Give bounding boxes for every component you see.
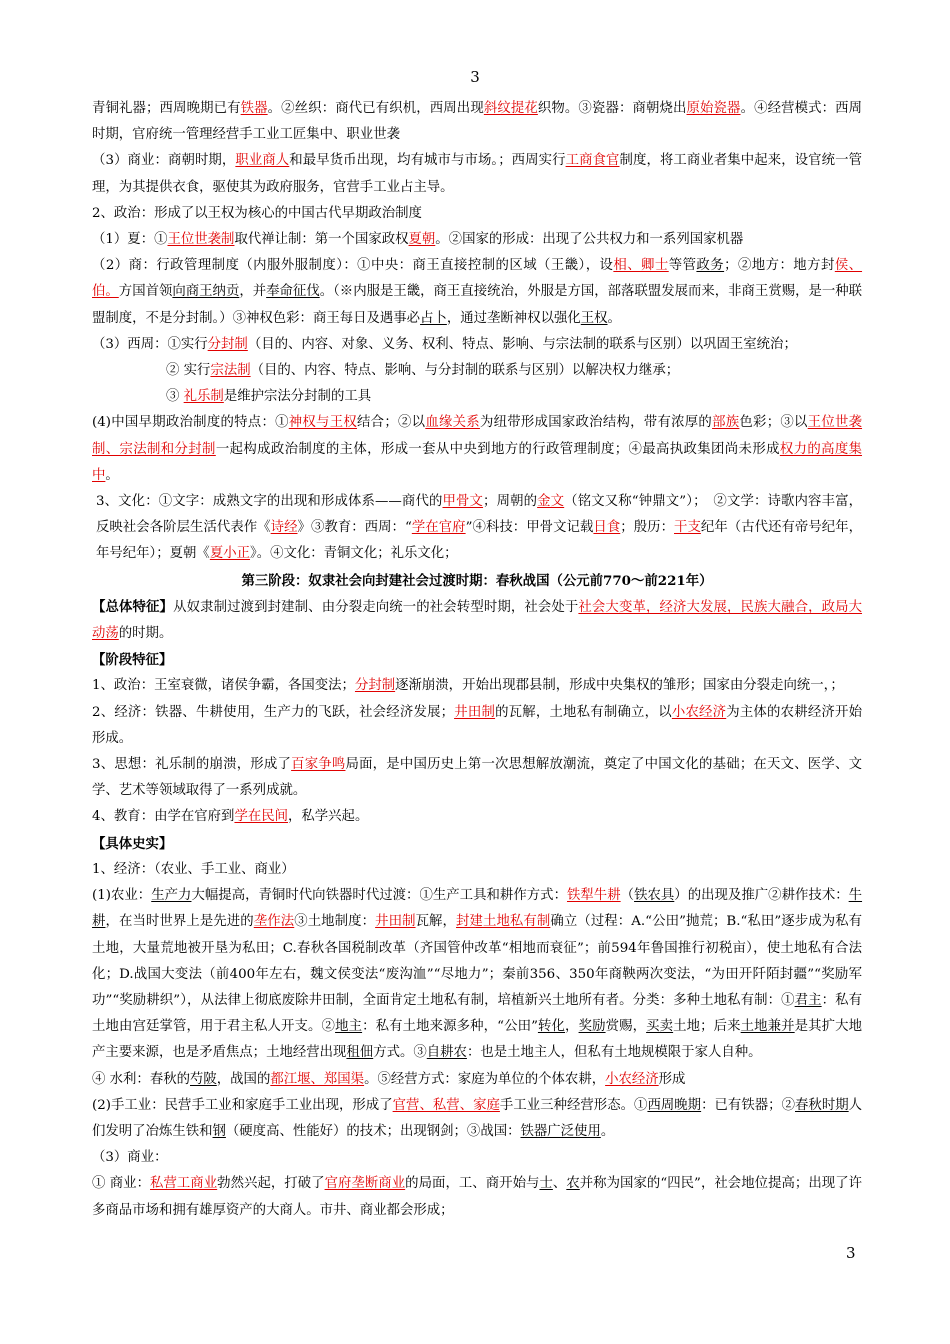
paragraph: （3）商业：商朝时期，职业商人和最早货币出现，均有城市与市场。；西周实行工商食官制度，将工商业者集中起来，设官统一管理，为其提供衣食，驱使其为政府服务，官营手工业占主导。 — [92, 153, 862, 195]
stage-title: 第三阶段：奴隶社会向封建社会过渡时期：春秋战国（公元前770～前221年） — [241, 572, 713, 589]
paragraph: ③ 礼乐制是维护宗法分封制的工具 — [166, 389, 372, 405]
paragraph: 青铜礼器；西周晚期已有铁器。②丝织：商代已有织机，西周出现斜纹提花织物。③瓷器：商朝烧出原始瓷器。④经营模式：西周时期，官府统一管理经营手工业工匠集中、职业世袭 — [92, 101, 863, 143]
paragraph: （3）西周：①实行分封制（目的、内容、对象、义务、权利、特点、影响、与宗法制的联系与区别）以巩固王室统治； — [92, 336, 797, 352]
paragraph: 3、文化：①文字：成熟文字的出现和形成体系——商代的甲骨文；周朝的金文（铭文又称“钟鼎文”）； ②文学：诗歌内容丰富，反映社会各阶层生活代表作《诗经》③教育：西周：“学在官府”④科技：甲骨文记载日食；殷历：干支纪年（古代还有帝号纪年，年号纪年）；夏朝《夏小正》。④文化：青铜文化；礼乐文化； — [96, 494, 863, 562]
paragraph: （1）夏：①王位世袭制取代禅让制：第一个国家政权夏朝。②国家的形成：出现了公共权力和一系列国家机器 — [92, 232, 744, 248]
paragraph: 1、经济：（农业、手工业、商业） — [92, 861, 295, 877]
paragraph: 4、教育：由学在官府到学在民间，私学兴起。 — [92, 809, 369, 825]
paragraph: (4)中国早期政治制度的特点：①神权与王权结合；②以血缘关系为纽带形成国家政治结构，带有浓厚的部族色彩；③以王位世袭制、宗法制和分封制一起构成政治制度的主体，形成一套从中央到地方的行政管理制度；④最高执政集团尚未形成权力的高度集中。 — [92, 415, 863, 483]
page-number-top: 3 — [470, 68, 480, 86]
paragraph: ④ 水利：春秋的芍陂，战国的都江堰、郑国渠。⑤经营方式：家庭为单位的个体农耕，小农经济形成 — [92, 1071, 686, 1087]
paragraph: 1、政治：王室衰微，诸侯争霸，各国变法；分封制逐渐崩溃，开始出现郡县制，形成中央集权的雏形；国家由分裂走向统一，； — [92, 678, 844, 694]
section-heading: 2、政治：形成了以王权为核心的中国古代早期政治制度 — [92, 205, 422, 221]
section-heading: 【阶段特征】 — [92, 652, 173, 669]
paragraph: ① 商业：私营工商业勃然兴起，打破了官府垄断商业的局面，工、商开始与士、农并称为国家的“四民”，社会地位提高；出现了许多商品市场和拥有雄厚资产的大商人。市井、商业都会形成； — [92, 1176, 863, 1218]
document-body — [92, 96, 862, 1224]
paragraph: (2)手工业：民营手工业和家庭手工业出现，形成了官营、私营、家庭手工业三种经营形态。①西周晚期：已有铁器；②春秋时期人们发明了冶炼生铁和钢（硬度高、性能好）的技术；出现钢剑；③战国：铁器广泛使用。 — [92, 1097, 863, 1139]
paragraph: (1)农业：生产力大幅提高，青铜时代向铁器时代过渡：①生产工具和耕作方式：铁犁牛耕（铁农具）的出现及推广②耕作技术：牛耕，在当时世界上是先进的垄作法③土地制度：井田制瓦解，封建土地私有制确立（过程：A.“公田”抛荒；B.“私田”逐步成为私有土地，大量荒地被开垦为私田；C.春秋各国税制改革（齐国管仲改革“相地而衰征”；前594年鲁国推行初税亩），使土地私有合法化；D.战国大变法（前400年左右，魏文侯变法“废沟洫”“尽地力”；秦前356、350年商鞅两次变法，“为田开阡陌封疆”“奖励军功”“奖励耕织”），从法律上彻底废除井田制，全面肯定土地私有制，培植新兴土地所有者。分类：多种土地私有制：①君主：私有土地由宫廷掌管，用于君主私人开支。②地主：私有土地来源多种，“公田”转化，奖励赏赐，买卖土地；后来土地兼并是其扩大地产主要来源，也是矛盾焦点；土地经营出现租佃方式。③自耕农：也是土地主人，但私有土地规模限于家人自种。 — [92, 888, 863, 1061]
paragraph: 2、经济：铁器、牛耕使用，生产力的飞跃，社会经济发展；井田制的瓦解，土地私有制确立，以小农经济为主体的农耕经济开始形成。 — [92, 704, 863, 746]
page-number-bottom: 3 — [846, 1244, 856, 1262]
paragraph: 3、思想：礼乐制的崩溃，形成了百家争鸣局面，是中国历史上第一次思想解放潮流，奠定了中国文化的基础；在天文、医学、文学、艺术等领域取得了一系列成就。 — [92, 757, 862, 799]
paragraph: ② 实行宗法制（目的、内容、特点、影响、与分封制的联系与区别）以解决权力继承； — [166, 363, 680, 379]
paragraph: （2）商：行政管理制度（内服外服制度）：①中央：商王直接控制的区域（王畿），设相、卿士等管政务；②地方：地方封侯、伯。方国首领向商王纳贡，并奉命征伐。（※内服是王畿，商王直接统治，外服是方国，部落联盟发展而来，非商王赏赐，是一种联盟制度，不是分封制。）③神权色彩：商王每日及遇事必占卜，通过垄断神权以强化王权。 — [92, 258, 863, 326]
paragraph: 【总体特征】从奴隶制过渡到封建制、由分裂走向统一的社会转型时期，社会处于社会大变革，经济大发展，民族大融合，政局大动荡的时期。 — [92, 598, 863, 642]
section-heading: 【具体史实】 — [92, 835, 173, 852]
paragraph: （3）商业： — [92, 1150, 168, 1166]
